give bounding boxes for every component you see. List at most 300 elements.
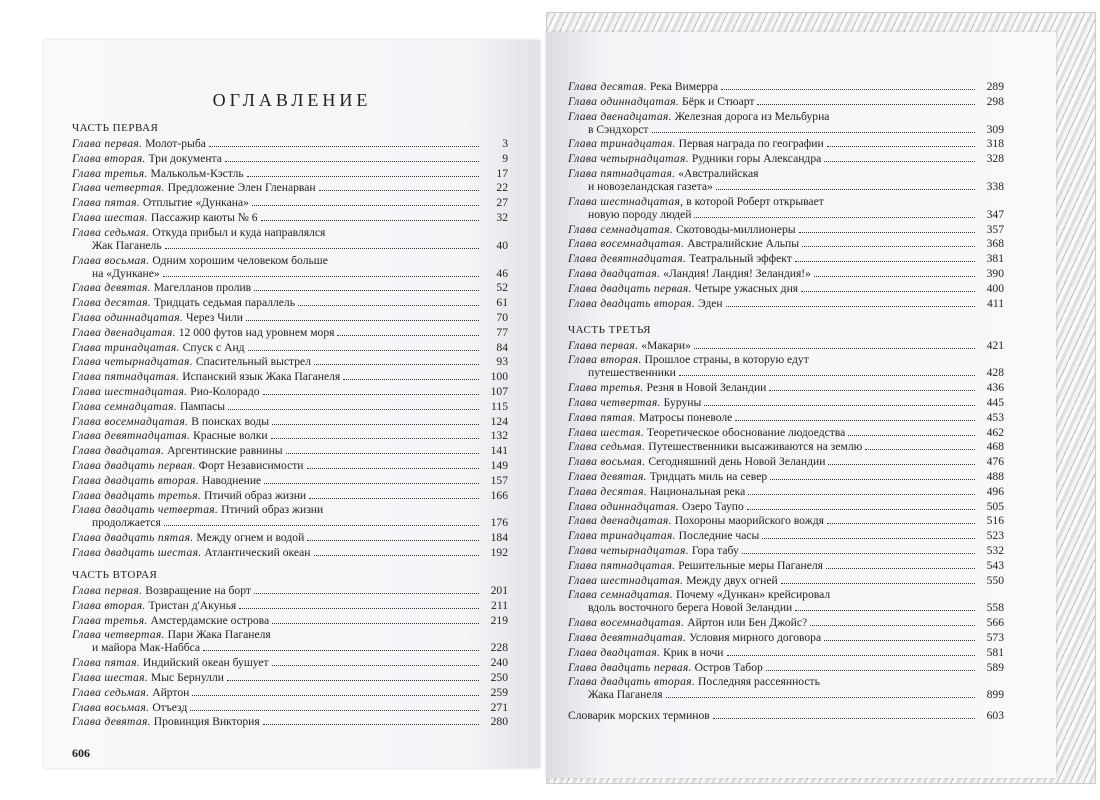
chapter-page: 250 (490, 670, 508, 684)
chapter-label: Глава двенадцатая. (568, 109, 672, 123)
leader-dots (781, 582, 975, 584)
chapter-page: 558 (986, 601, 1004, 615)
chapter-title: Три документа (148, 151, 222, 165)
chapter-title: Эден (697, 296, 723, 310)
chapter-title: «Австралийская (678, 166, 759, 180)
chapter-label: Глава седьмая. (72, 685, 150, 699)
leader-dots (795, 260, 975, 262)
chapter-label: Глава пятая. (72, 196, 141, 210)
chapter-page: 488 (986, 469, 1004, 483)
chapter-title: Последние часы (678, 529, 760, 543)
chapter-title-continued: и новозеландская газета» (588, 179, 713, 193)
chapter-title: Форт Независимости (198, 458, 304, 472)
chapter-title: Почему «Дункан» крейсировал (675, 588, 831, 602)
chapter-title: Атлантический океан (204, 545, 311, 559)
chapter-label: Глава третья. (568, 381, 644, 395)
toc-entry (72, 599, 508, 612)
chapter-label: Глава вторая. (568, 353, 642, 367)
leader-dots (801, 290, 975, 292)
chapter-page: 368 (986, 237, 1004, 251)
toc-entry (72, 326, 508, 339)
chapter-label: Глава восьмая. (72, 700, 150, 714)
chapter-title: Пари Жака Паганеля (167, 628, 271, 642)
chapter-page: 100 (490, 370, 508, 384)
left-page (44, 40, 540, 768)
chapter-page: 176 (490, 516, 508, 530)
chapter-title: Одним хорошим человеком больше (152, 253, 328, 267)
chapter-page: 476 (986, 455, 1004, 469)
chapter-page: 289 (986, 80, 1004, 93)
part-title: ЧАСТЬ ВТОРАЯ (72, 568, 158, 581)
toc-entry (568, 470, 1004, 483)
leader-dots (263, 393, 479, 395)
chapter-label: Глава двадцать пятая. (72, 531, 194, 545)
chapter-label: Глава девятнадцатая. (72, 429, 191, 443)
page-number: 606 (72, 746, 90, 760)
leader-dots (757, 103, 975, 105)
chapter-title: Молот-рыба (145, 137, 206, 150)
chapter-title: Тридцать седьмая параллель (153, 296, 296, 310)
toc-entry (72, 546, 508, 559)
toc-entry (72, 181, 508, 194)
leader-dots (239, 607, 479, 609)
leader-dots (652, 131, 976, 133)
chapter-page: 61 (496, 296, 508, 310)
chapter-title: Национальная река (649, 484, 746, 498)
chapter-label: Глава первая. (568, 338, 639, 352)
chapter-title: Отплытие «Дункана» (142, 196, 249, 210)
chapter-page: 428 (986, 366, 1004, 380)
toc-entry-continued (568, 688, 1004, 701)
leader-dots (263, 723, 479, 725)
toc-entry-continued (568, 123, 1004, 136)
toc-entry-continued (72, 267, 508, 280)
toc-entry (72, 584, 508, 597)
chapter-title: Индийский океан бушует (142, 656, 269, 670)
leader-dots (802, 245, 975, 247)
leader-dots (165, 247, 479, 249)
leader-dots (828, 463, 975, 465)
chapter-page: 93 (496, 355, 508, 369)
chapter-page: 338 (986, 179, 1004, 193)
chapter-title-continued: продолжается (92, 516, 161, 530)
chapter-label: Глава восьмая. (568, 455, 646, 469)
leader-dots (264, 482, 479, 484)
toc-entry (568, 353, 1004, 366)
chapter-title: Рудники горы Александра (691, 152, 822, 166)
chapter-title: Первая награда по географии (678, 137, 824, 151)
chapter-title: Теоретическое обоснование людоедства (646, 425, 846, 439)
chapter-label: Глава третья. (72, 613, 148, 627)
chapter-label: Глава пятнадцатая. (72, 370, 180, 384)
chapter-page: 421 (986, 338, 1004, 352)
leader-dots (261, 219, 479, 221)
chapter-page: 523 (986, 529, 1004, 543)
chapter-page: 899 (986, 688, 1004, 702)
chapter-label: Глава первая. (72, 583, 143, 597)
chapter-page: 400 (986, 281, 1004, 295)
chapter-page: 228 (490, 641, 508, 655)
chapter-page: 328 (986, 152, 1004, 166)
chapter-title: Четыре ужасных дня (694, 281, 799, 295)
chapter-title: Театральный эффект (689, 252, 792, 266)
chapter-page: 280 (490, 715, 508, 729)
toc-entry (72, 196, 508, 209)
chapter-label: Глава двадцатая. (568, 266, 661, 280)
chapter-title: Между огнем и водой (196, 531, 305, 545)
chapter-page: 532 (986, 543, 1004, 557)
chapter-page: 516 (986, 514, 1004, 528)
leader-dots (192, 694, 479, 696)
leader-dots (247, 175, 479, 177)
leader-dots (666, 696, 975, 698)
chapter-page: 271 (490, 700, 508, 714)
chapter-title: Между двух огней (686, 573, 778, 587)
chapter-page: 381 (986, 252, 1004, 266)
leader-dots (227, 679, 479, 681)
toc-entry (568, 559, 1004, 572)
leader-dots (742, 552, 975, 554)
chapter-list-part1 (72, 137, 508, 559)
chapter-title: Магелланов пролив (153, 281, 252, 295)
chapter-page: 22 (496, 181, 508, 195)
leader-dots (795, 609, 975, 611)
chapter-title: Рио-Колорадо (190, 384, 260, 398)
leader-dots (190, 709, 479, 711)
leader-dots (694, 216, 975, 218)
chapter-page: 17 (496, 166, 508, 180)
part-title: ЧАСТЬ ПЕРВАЯ (72, 122, 159, 134)
leader-dots (826, 567, 975, 569)
toc-entry (568, 675, 1004, 688)
toc-entry-continued (72, 239, 508, 252)
chapter-page: 298 (986, 94, 1004, 108)
toc-entry (72, 370, 508, 383)
leader-dots (246, 319, 479, 321)
chapter-label: Глава шестая. (568, 425, 645, 439)
toc-entry (568, 485, 1004, 498)
chapter-label: Глава восемнадцатая. (568, 616, 685, 630)
toc-entry (72, 385, 508, 398)
chapter-page: 240 (490, 656, 508, 670)
toc-entry (568, 529, 1004, 542)
leader-dots (748, 493, 975, 495)
chapter-page: 468 (986, 440, 1004, 454)
chapter-title: Спуск с Анд (182, 340, 245, 354)
leader-dots (770, 478, 975, 480)
chapter-title: Река Вимерра (649, 80, 718, 93)
chapter-page: 132 (490, 429, 508, 443)
right-page (546, 32, 1056, 778)
leader-dots (747, 508, 975, 510)
chapter-label: Глава пятая. (568, 410, 637, 424)
chapter-title: Спасительный выстрел (195, 355, 311, 369)
toc-entry (568, 339, 1004, 352)
toc-entry (568, 152, 1004, 165)
toc-entry-continued (568, 366, 1004, 379)
chapter-label: Глава седьмая. (568, 440, 646, 454)
leader-dots (163, 275, 479, 277)
chapter-label: Глава семнадцатая. (568, 222, 674, 236)
toc-entry (72, 355, 508, 368)
toc-entry (568, 455, 1004, 468)
chapter-label: Глава одиннадцатая. (568, 94, 680, 108)
chapter-title-continued: путешественники (588, 366, 676, 380)
leader-dots (721, 88, 975, 90)
chapter-label: Глава шестая. (72, 670, 149, 684)
chapter-page: 436 (986, 381, 1004, 395)
chapter-title: Остров Табор (694, 660, 763, 674)
toc-entry (568, 631, 1004, 644)
toc-entry (72, 341, 508, 354)
chapter-title: Крик в ночи (663, 645, 724, 659)
chapter-page: 309 (986, 122, 1004, 136)
toc-entry (72, 503, 508, 516)
chapter-title: Айртон (152, 685, 190, 699)
toc-left (72, 118, 508, 730)
toc-entry (568, 195, 1004, 208)
leader-dots (209, 145, 479, 147)
chapter-label: Глава девятнадцатая. (568, 252, 687, 266)
leader-dots (824, 639, 975, 641)
toc-entry (72, 311, 508, 324)
toc-entry (72, 686, 508, 699)
chapter-page: 40 (496, 238, 508, 252)
chapter-label: Глава одиннадцатая. (568, 499, 680, 513)
chapter-title: Через Чили (186, 310, 244, 324)
chapter-label: Глава одиннадцатая. (72, 310, 184, 324)
chapter-title: Последняя рассеянность (697, 675, 820, 689)
chapter-label: Глава девятая. (568, 469, 647, 483)
chapter-page: 115 (491, 399, 508, 413)
glossary-entry (568, 709, 1004, 722)
toc-entry (72, 400, 508, 413)
toc-entry (72, 531, 508, 544)
toc-entry (72, 137, 508, 150)
glossary-title: Словарик морских терминов (568, 709, 710, 723)
chapter-label: Глава восемнадцатая. (72, 414, 189, 428)
toc-entry (568, 396, 1004, 409)
chapter-label: Глава двадцать шестая. (72, 545, 202, 559)
chapter-page: 149 (490, 458, 508, 472)
toc-entry (568, 661, 1004, 674)
toc-entry (568, 500, 1004, 513)
chapter-label: Глава семнадцатая. (72, 399, 178, 413)
leader-dots (272, 423, 479, 425)
toc-entry (72, 429, 508, 442)
chapter-label: Глава тринадцатая. (72, 340, 180, 354)
chapter-label: Глава двадцатая. (568, 645, 661, 659)
chapter-page: 184 (490, 531, 508, 545)
chapter-title: Провинция Виктория (153, 715, 260, 729)
chapter-page: 589 (986, 660, 1004, 674)
chapter-list-part2 (72, 584, 508, 728)
chapter-title: Амстердамские острова (150, 613, 270, 627)
leader-dots (298, 304, 479, 306)
chapter-title: Предложение Элен Гленарван (167, 181, 316, 195)
chapter-page: 550 (986, 573, 1004, 587)
chapter-label: Глава седьмая. (72, 225, 150, 239)
chapter-page: 70 (496, 310, 508, 324)
toc-entry (568, 411, 1004, 424)
chapter-title: Похороны маорийского вождя (674, 514, 824, 528)
toc-entry (72, 281, 508, 294)
chapter-page: 462 (986, 425, 1004, 439)
leader-dots (799, 231, 975, 233)
chapter-label: Глава девятнадцатая. (568, 630, 687, 644)
toc-entry (568, 80, 1004, 93)
toc-entry (568, 381, 1004, 394)
chapter-page: 445 (986, 395, 1004, 409)
toc-entry (568, 588, 1004, 601)
chapter-page: 52 (496, 281, 508, 295)
leader-dots (272, 622, 479, 624)
toc-entry (568, 223, 1004, 236)
leader-dots (337, 334, 479, 336)
toc-entry (72, 614, 508, 627)
leader-dots (810, 624, 975, 626)
chapter-label: Глава первая. (72, 137, 143, 150)
chapter-label: Глава четвертая. (72, 181, 165, 195)
leader-dots (314, 363, 479, 365)
leader-dots (679, 374, 975, 376)
chapter-label: Глава вторая. (72, 151, 146, 165)
chapter-title: Испанский язык Жака Паганеля (182, 370, 341, 384)
chapter-page: 84 (496, 340, 508, 354)
toc-entry (568, 646, 1004, 659)
chapter-page: 27 (496, 196, 508, 210)
chapter-title: Возвращение на борт (145, 583, 251, 597)
chapter-label: Глава четырнадцатая. (72, 355, 193, 369)
chapter-title: 12 000 футов над уровнем моря (178, 325, 335, 339)
chapter-title: Матросы поневоле (638, 410, 733, 424)
leader-dots (228, 408, 479, 410)
toc-entry-continued (568, 601, 1004, 614)
toc-entry (568, 110, 1004, 123)
glossary-page: 603 (986, 709, 1004, 723)
chapter-title: Тридцать миль на север (649, 469, 768, 483)
chapter-label: Глава двадцать первая. (568, 660, 692, 674)
leader-dots (762, 537, 975, 539)
chapter-page: 347 (986, 207, 1004, 221)
leader-dots (319, 189, 479, 191)
chapter-title: Птичий образ жизни (221, 503, 324, 517)
toc-entry (568, 137, 1004, 150)
leader-dots (824, 160, 975, 162)
chapter-title: Австралийские Альпы (687, 237, 800, 251)
chapter-label: Глава двадцать первая. (568, 281, 692, 295)
chapter-label: Глава восьмая. (72, 253, 150, 267)
chapter-list-part2-continued (568, 80, 1004, 310)
toc-entry (568, 297, 1004, 310)
chapter-title: Тристан д'Акунья (148, 598, 237, 612)
chapter-page: 318 (986, 137, 1004, 151)
chapter-label: Глава третья. (72, 166, 148, 180)
toc-entry (72, 226, 508, 239)
leader-dots (827, 522, 975, 524)
chapter-title-continued: на «Дункане» (92, 266, 160, 280)
leader-dots (716, 188, 975, 190)
chapter-page: 46 (496, 266, 508, 280)
toc-entry (72, 211, 508, 224)
chapter-page: 3 (502, 137, 508, 150)
chapter-label: Глава шестнадцатая. (568, 573, 684, 587)
leader-dots (827, 145, 975, 147)
chapter-title-continued: Жак Паганель (92, 238, 162, 252)
chapter-title: Резня в Новой Зеландии (646, 381, 767, 395)
chapter-label: Глава двенадцатая. (72, 325, 176, 339)
leader-dots (848, 434, 975, 436)
chapter-page: 211 (491, 598, 508, 612)
leader-dots (272, 664, 479, 666)
chapter-page: 453 (986, 410, 1004, 424)
leader-dots (713, 717, 975, 719)
chapter-title: Прошлое страны, в которую едут (644, 353, 809, 367)
chapter-page: 566 (986, 616, 1004, 630)
leader-dots (307, 539, 479, 541)
chapter-page: 9 (502, 151, 508, 165)
chapter-page: 496 (986, 484, 1004, 498)
toc-entry (568, 282, 1004, 295)
toc-entry (72, 152, 508, 165)
chapter-page: 201 (490, 583, 508, 597)
toc-entry (568, 574, 1004, 587)
chapter-page: 505 (986, 499, 1004, 513)
chapter-label: Глава семнадцатая. (568, 588, 674, 602)
chapter-title: Озеро Таупо (682, 499, 744, 513)
toc-entry (72, 415, 508, 428)
toc-entry (72, 701, 508, 714)
leader-dots (252, 204, 479, 206)
chapter-label: Глава двадцать четвертая. (72, 503, 219, 517)
chapter-page: 157 (490, 473, 508, 487)
chapter-label: Глава шестнадцатая. (72, 384, 188, 398)
chapter-title: Отъезд (152, 700, 188, 714)
chapter-label: Глава шестнадцатая, (568, 194, 684, 208)
toc-entry (72, 474, 508, 487)
chapter-label: Глава двадцать третья. (72, 488, 202, 502)
toc-entry (568, 167, 1004, 180)
leader-dots (704, 404, 975, 406)
leader-dots (225, 160, 479, 162)
chapter-title-continued: вдоль восточного берега Новой Зеландии (588, 601, 793, 615)
chapter-label: Глава пятнадцатая. (568, 558, 676, 572)
leader-dots (814, 275, 975, 277)
chapter-label: Глава девятая. (72, 715, 151, 729)
chapter-title: Наводнение (201, 473, 262, 487)
toc-entry (568, 252, 1004, 265)
chapter-label: Глава двадцать первая. (72, 458, 196, 472)
chapter-label: Глава десятая. (72, 296, 151, 310)
chapter-title: Скотоводы-миллионеры (675, 222, 796, 236)
toc-entry (72, 459, 508, 472)
toc-entry-continued (72, 641, 508, 654)
chapter-label: Глава тринадцатая. (568, 529, 676, 543)
chapter-page: 141 (490, 444, 508, 458)
chapter-title: Условия мирного договора (689, 630, 822, 644)
leader-dots (735, 419, 975, 421)
chapter-title: Красные волки (193, 429, 268, 443)
chapter-label: Глава четвертая. (72, 628, 165, 642)
chapter-page: 192 (490, 545, 508, 559)
toc-entry (568, 426, 1004, 439)
toc-entry (568, 616, 1004, 629)
toc-heading: ОГЛАВЛЕНИЕ (212, 90, 372, 110)
chapter-label: Глава тринадцатая. (568, 137, 676, 151)
chapter-title: Пассажир каюты № 6 (150, 210, 258, 224)
leader-dots (694, 347, 975, 349)
leader-dots (769, 389, 975, 391)
